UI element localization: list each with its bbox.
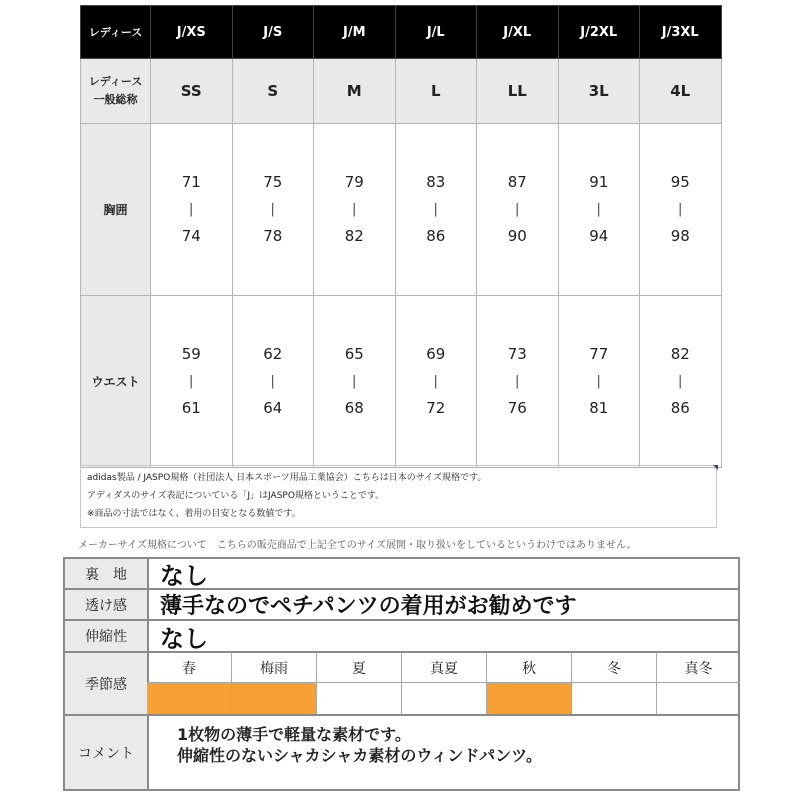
size-header-row bbox=[81, 6, 722, 59]
stretch-label: 伸縮性 bbox=[65, 621, 149, 651]
range-separator: | bbox=[352, 202, 357, 217]
waist-min: 59 bbox=[181, 345, 201, 363]
general-size-cell: L bbox=[395, 59, 477, 124]
range-separator: | bbox=[433, 374, 438, 389]
chest-min: 75 bbox=[263, 173, 283, 191]
chest-max: 94 bbox=[589, 227, 609, 245]
comment-row bbox=[65, 716, 738, 789]
waist-max: 64 bbox=[263, 399, 283, 417]
waist-cell bbox=[232, 296, 314, 468]
chest-min: 91 bbox=[589, 173, 609, 191]
chest-label: 胸囲 bbox=[81, 124, 151, 296]
maker-size-note: メーカーサイズ規格について こちらの販売商品で上記全てのサイズ展開・取り扱いをしているというわけではありません。 bbox=[78, 540, 637, 551]
size-header-label: レディース bbox=[81, 6, 151, 59]
comment-line-2: 伸縮性のないシャカシャカ素材のウィンドパンツ。 bbox=[177, 746, 542, 765]
size-header-cell: J/M bbox=[314, 6, 396, 59]
waist-cell bbox=[558, 296, 640, 468]
general-size-cell: 4L bbox=[640, 59, 722, 124]
general-size-cell: S bbox=[232, 59, 314, 124]
range-separator: | bbox=[515, 374, 520, 389]
chest-max: 78 bbox=[263, 227, 283, 245]
general-size-label-line1: レディース bbox=[88, 75, 143, 88]
stretch-row bbox=[65, 621, 738, 653]
waist-min: 73 bbox=[507, 345, 527, 363]
chest-max: 86 bbox=[426, 227, 446, 245]
comment-line-1: 1枚物の薄手で軽量な素材です。 bbox=[177, 725, 411, 744]
size-notes-box bbox=[80, 465, 717, 528]
general-size-cell: M bbox=[314, 59, 396, 124]
season-mark-autumn bbox=[487, 683, 572, 714]
size-header-cell: J/XS bbox=[151, 6, 233, 59]
chest-min: 79 bbox=[344, 173, 364, 191]
season-mark-midwinter bbox=[657, 683, 740, 714]
season-label: 季節感 bbox=[65, 653, 149, 714]
chest-max: 74 bbox=[181, 227, 201, 245]
size-header-cell: J/2XL bbox=[558, 6, 640, 59]
season-name-autumn: 秋 bbox=[487, 653, 572, 683]
sheerness-value: 薄手なのでペチパンツの着用がお勧めです bbox=[160, 594, 577, 619]
waist-max: 81 bbox=[589, 399, 609, 417]
waist-cell bbox=[151, 296, 233, 468]
product-properties-table bbox=[63, 557, 740, 791]
chest-max: 98 bbox=[670, 227, 690, 245]
season-mark-spring bbox=[147, 683, 232, 714]
chest-cell bbox=[640, 124, 722, 296]
lining-row bbox=[65, 559, 738, 590]
chest-cell bbox=[395, 124, 477, 296]
chest-min: 87 bbox=[507, 173, 527, 191]
range-separator: | bbox=[596, 202, 601, 217]
stretch-value: なし bbox=[160, 624, 208, 653]
season-mark-summer bbox=[317, 683, 402, 714]
range-separator: | bbox=[678, 202, 683, 217]
chest-cell bbox=[314, 124, 396, 296]
range-separator: | bbox=[270, 374, 275, 389]
chest-row bbox=[81, 124, 722, 296]
season-row bbox=[65, 653, 738, 716]
chest-min: 83 bbox=[426, 173, 446, 191]
size-header-cell: J/S bbox=[232, 6, 314, 59]
range-separator: | bbox=[596, 374, 601, 389]
season-grid bbox=[147, 653, 738, 714]
range-separator: | bbox=[189, 374, 194, 389]
waist-max: 76 bbox=[507, 399, 527, 417]
size-header-cell: J/3XL bbox=[640, 6, 722, 59]
season-mark-winter bbox=[572, 683, 657, 714]
chest-cell bbox=[232, 124, 314, 296]
waist-cell bbox=[477, 296, 559, 468]
season-mark-rainy bbox=[232, 683, 317, 714]
chest-max: 82 bbox=[344, 227, 364, 245]
chest-max: 90 bbox=[507, 227, 527, 245]
chest-min: 71 bbox=[181, 173, 201, 191]
range-separator: | bbox=[189, 202, 194, 217]
waist-row bbox=[81, 296, 722, 468]
waist-cell bbox=[395, 296, 477, 468]
season-name-spring: 春 bbox=[147, 653, 232, 683]
general-size-label bbox=[81, 59, 151, 124]
season-name-summer: 夏 bbox=[317, 653, 402, 683]
waist-min: 77 bbox=[589, 345, 609, 363]
range-separator: | bbox=[678, 374, 683, 389]
season-name-winter: 冬 bbox=[572, 653, 657, 683]
general-size-label-line2: 一般総称 bbox=[93, 93, 138, 106]
waist-min: 62 bbox=[263, 345, 283, 363]
chest-min: 95 bbox=[670, 173, 690, 191]
range-separator: | bbox=[433, 202, 438, 217]
waist-max: 72 bbox=[426, 399, 446, 417]
general-size-cell: SS bbox=[151, 59, 233, 124]
waist-min: 82 bbox=[670, 345, 690, 363]
range-separator: | bbox=[352, 374, 357, 389]
sheerness-label: 透け感 bbox=[65, 590, 149, 619]
comment-text bbox=[177, 724, 542, 766]
comment-label: コメント bbox=[65, 716, 149, 789]
size-header-cell: J/L bbox=[395, 6, 477, 59]
waist-min: 65 bbox=[344, 345, 364, 363]
season-name-rainy: 梅雨 bbox=[232, 653, 317, 683]
chest-cell bbox=[558, 124, 640, 296]
size-note-disclaimer: ※商品の寸法ではなく、着用の目安となる数値です。 bbox=[87, 509, 301, 519]
corner-marker-icon bbox=[713, 465, 718, 470]
range-separator: | bbox=[270, 202, 275, 217]
lining-label: 裏 地 bbox=[65, 559, 149, 588]
season-mark-midsummer bbox=[402, 683, 487, 714]
size-note-j-prefix: アディダスのサイズ表記についている「J」はJASPO規格ということです。 bbox=[87, 491, 385, 501]
size-header-cell: J/XL bbox=[477, 6, 559, 59]
waist-cell bbox=[314, 296, 396, 468]
waist-label: ウエスト bbox=[81, 296, 151, 468]
general-size-cell: LL bbox=[477, 59, 559, 124]
lining-value: なし bbox=[160, 562, 208, 590]
season-name-midwinter: 真冬 bbox=[657, 653, 740, 683]
waist-max: 86 bbox=[670, 399, 690, 417]
range-separator: | bbox=[515, 202, 520, 217]
chest-cell bbox=[151, 124, 233, 296]
general-size-cell: 3L bbox=[558, 59, 640, 124]
waist-cell bbox=[640, 296, 722, 468]
general-size-row bbox=[81, 59, 722, 124]
size-chart-table bbox=[80, 5, 722, 468]
chest-cell bbox=[477, 124, 559, 296]
waist-max: 61 bbox=[181, 399, 201, 417]
waist-max: 68 bbox=[344, 399, 364, 417]
size-note-jaspo: adidas製品 / JASPO規格（社団法人 日本スポーツ用品工業協会）こちらは日本のサイズ規格です。 bbox=[87, 473, 487, 483]
waist-min: 69 bbox=[426, 345, 446, 363]
sheerness-row bbox=[65, 590, 738, 621]
season-name-midsummer: 真夏 bbox=[402, 653, 487, 683]
